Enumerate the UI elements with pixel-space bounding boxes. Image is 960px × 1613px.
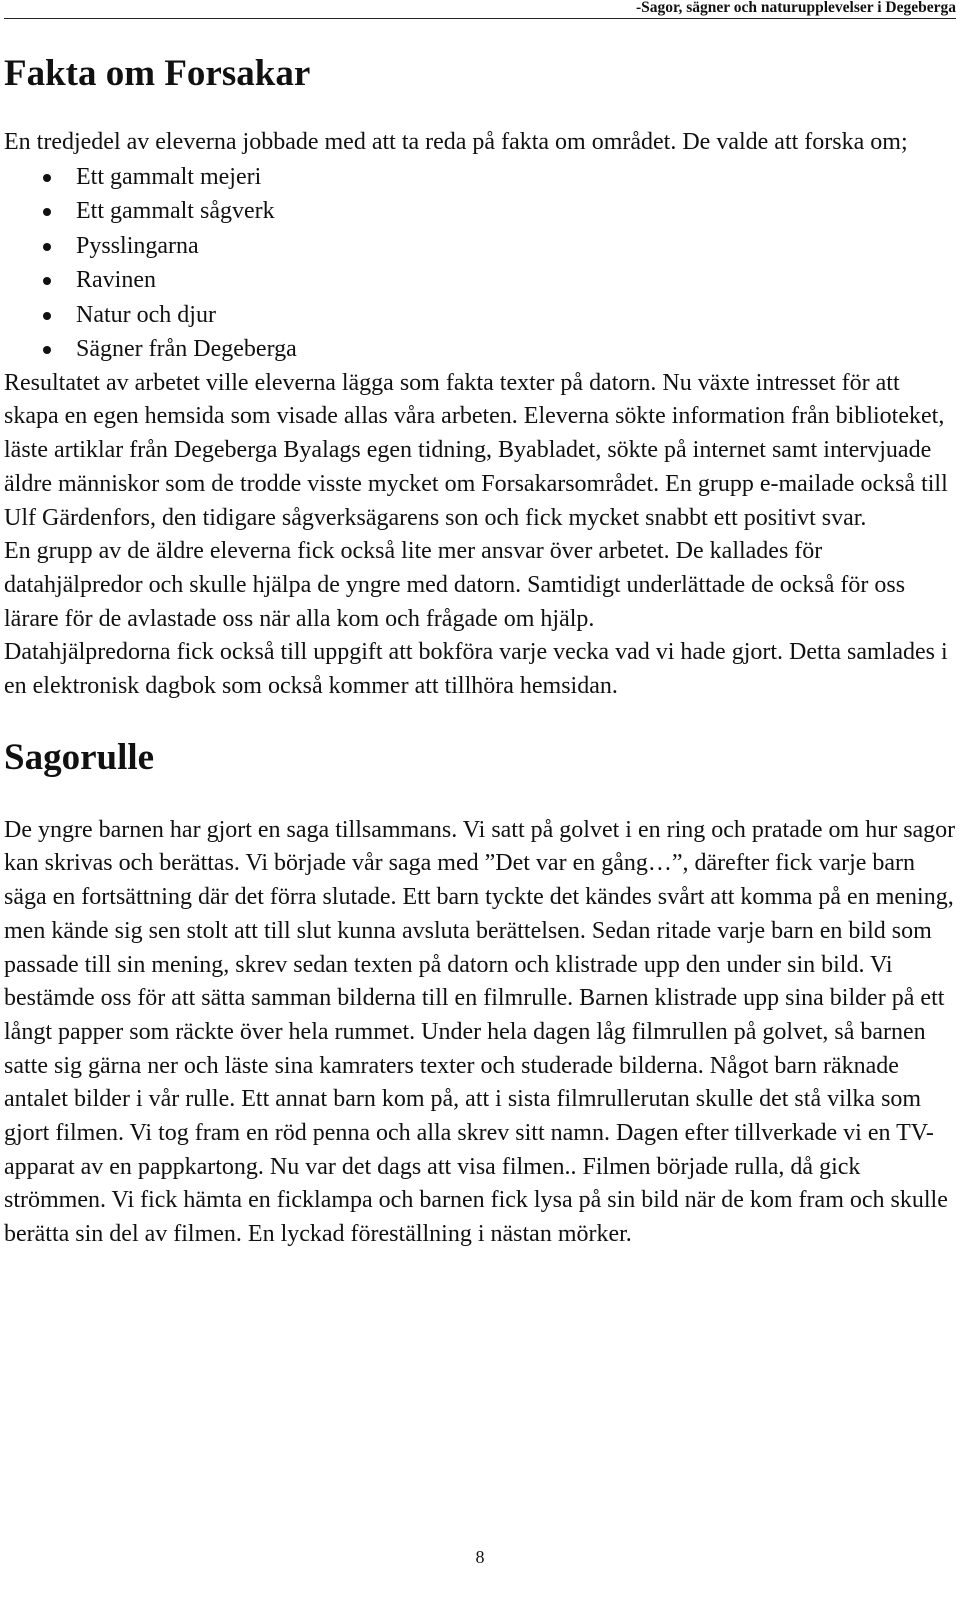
body-paragraph: En grupp av de äldre eleverna fick också lite mer ansvar över arbetet. De kallades för datahjälpredor och skulle hjälpa de yngre med datorn. Samtidigt underlättade de också för oss lärare för de avlastade oss när alla kom och frågade om hjälp. (4, 538, 906, 632)
bullet-icon (43, 277, 51, 285)
list-item-text: Ravinen (76, 267, 156, 294)
body-paragraph: Datahjälpredorna fick också till uppgift att bokföra varje vecka vad vi hade gjort. Detta samlades i en elektronisk dagbok som också kommer att tillhöra hemsidan. (4, 639, 948, 700)
list-item-text: Natur och djur (76, 301, 216, 328)
body-paragraph: De yngre barnen har gjort en saga tillsammans. Vi satt på golvet i en ring och pratade om hur sagor kan skrivas och berättas. Vi började vår saga med ”Det var en gång…”, därefter fick varje barn säga en fortsättning där det förra slutade. Ett barn tyckte det kändes svårt att komma på en mening, men kände sig sen stolt att till slut kunna avsluta berättelsen. Sedan ritade varje barn en bild som passade till sin mening, skrev sedan texten på datorn och klistrade upp den under sin bild. Vi bestämde oss för att sätta samman bilderna till en filmrulle. Barnen klistrade upp sina bilder på ett långt papper som räckte över hela rummet. Under hela dagen låg filmrullen på golvet, så barnen satte sig gärna ner och läste sina kamraters texter och studerade bilderna. Något barn räknade antalet bilder i vår rulle. Ett annat barn kom på, att i sista filmrullerutan skulle det stå vilka som gjort filmen. Vi tog fram en röd penna och alla skrev sitt namn. Dagen efter tillverkade vi en TV-apparat av en pappkartong. Nu var det dags att visa filmen.. Filmen började rulla, då gick strömmen. Vi fick hämta en ficklampa och barnen fick lysa på sin bild när de kom fram och skulle berätta sin del av filmen. En lyckad föreställning i nästan mörker. (4, 816, 956, 1248)
list-item-text: Sägner från Degeberga (76, 336, 297, 363)
section-title-sagorulle: Sagorulle (4, 736, 155, 778)
bullet-icon (43, 243, 51, 251)
running-header (4, 0, 956, 19)
list-item (4, 263, 956, 298)
list-item-text: Ett gammalt sågverk (76, 198, 275, 225)
intro-paragraph: En tredjedel av eleverna jobbade med att ta reda på fakta om området. De valde att forska om; (4, 129, 908, 155)
bullet-icon (43, 208, 51, 216)
list-item (4, 229, 956, 264)
list-item-text: Ett gammalt mejeri (76, 163, 262, 190)
list-item-text: Pysslingarna (76, 232, 199, 259)
section-title-fakta: Fakta om Forsakar (4, 53, 311, 94)
page-number: 8 (475, 1547, 485, 1567)
bullet-icon (43, 312, 51, 320)
topic-list (4, 160, 956, 367)
list-item (4, 298, 956, 333)
list-item (4, 194, 956, 229)
body-paragraph: Resultatet av arbetet ville eleverna lägga som fakta texter på datorn. Nu växte intresset för att skapa en egen hemsida som visade allas våra arbeten. Eleverna sökte information från biblioteket, läste artiklar från Degeberga Byalags egen tidning, Byabladet, sökte på internet samt intervjuade äldre människor som de trodde visste mycket om Forsakarsområdet. En grupp e-mailade också till Ulf Gärdenfors, den tidigare sågverksägarens son och fick mycket snabbt ett positivt svar. (4, 369, 948, 531)
bullet-icon (43, 174, 51, 182)
list-item (4, 332, 956, 367)
running-header-title: -Sagor, sägner och naturupplevelser i Degeberga (635, 0, 956, 16)
page-content (4, 52, 956, 1252)
bullet-icon (43, 346, 51, 354)
list-item (4, 160, 956, 195)
